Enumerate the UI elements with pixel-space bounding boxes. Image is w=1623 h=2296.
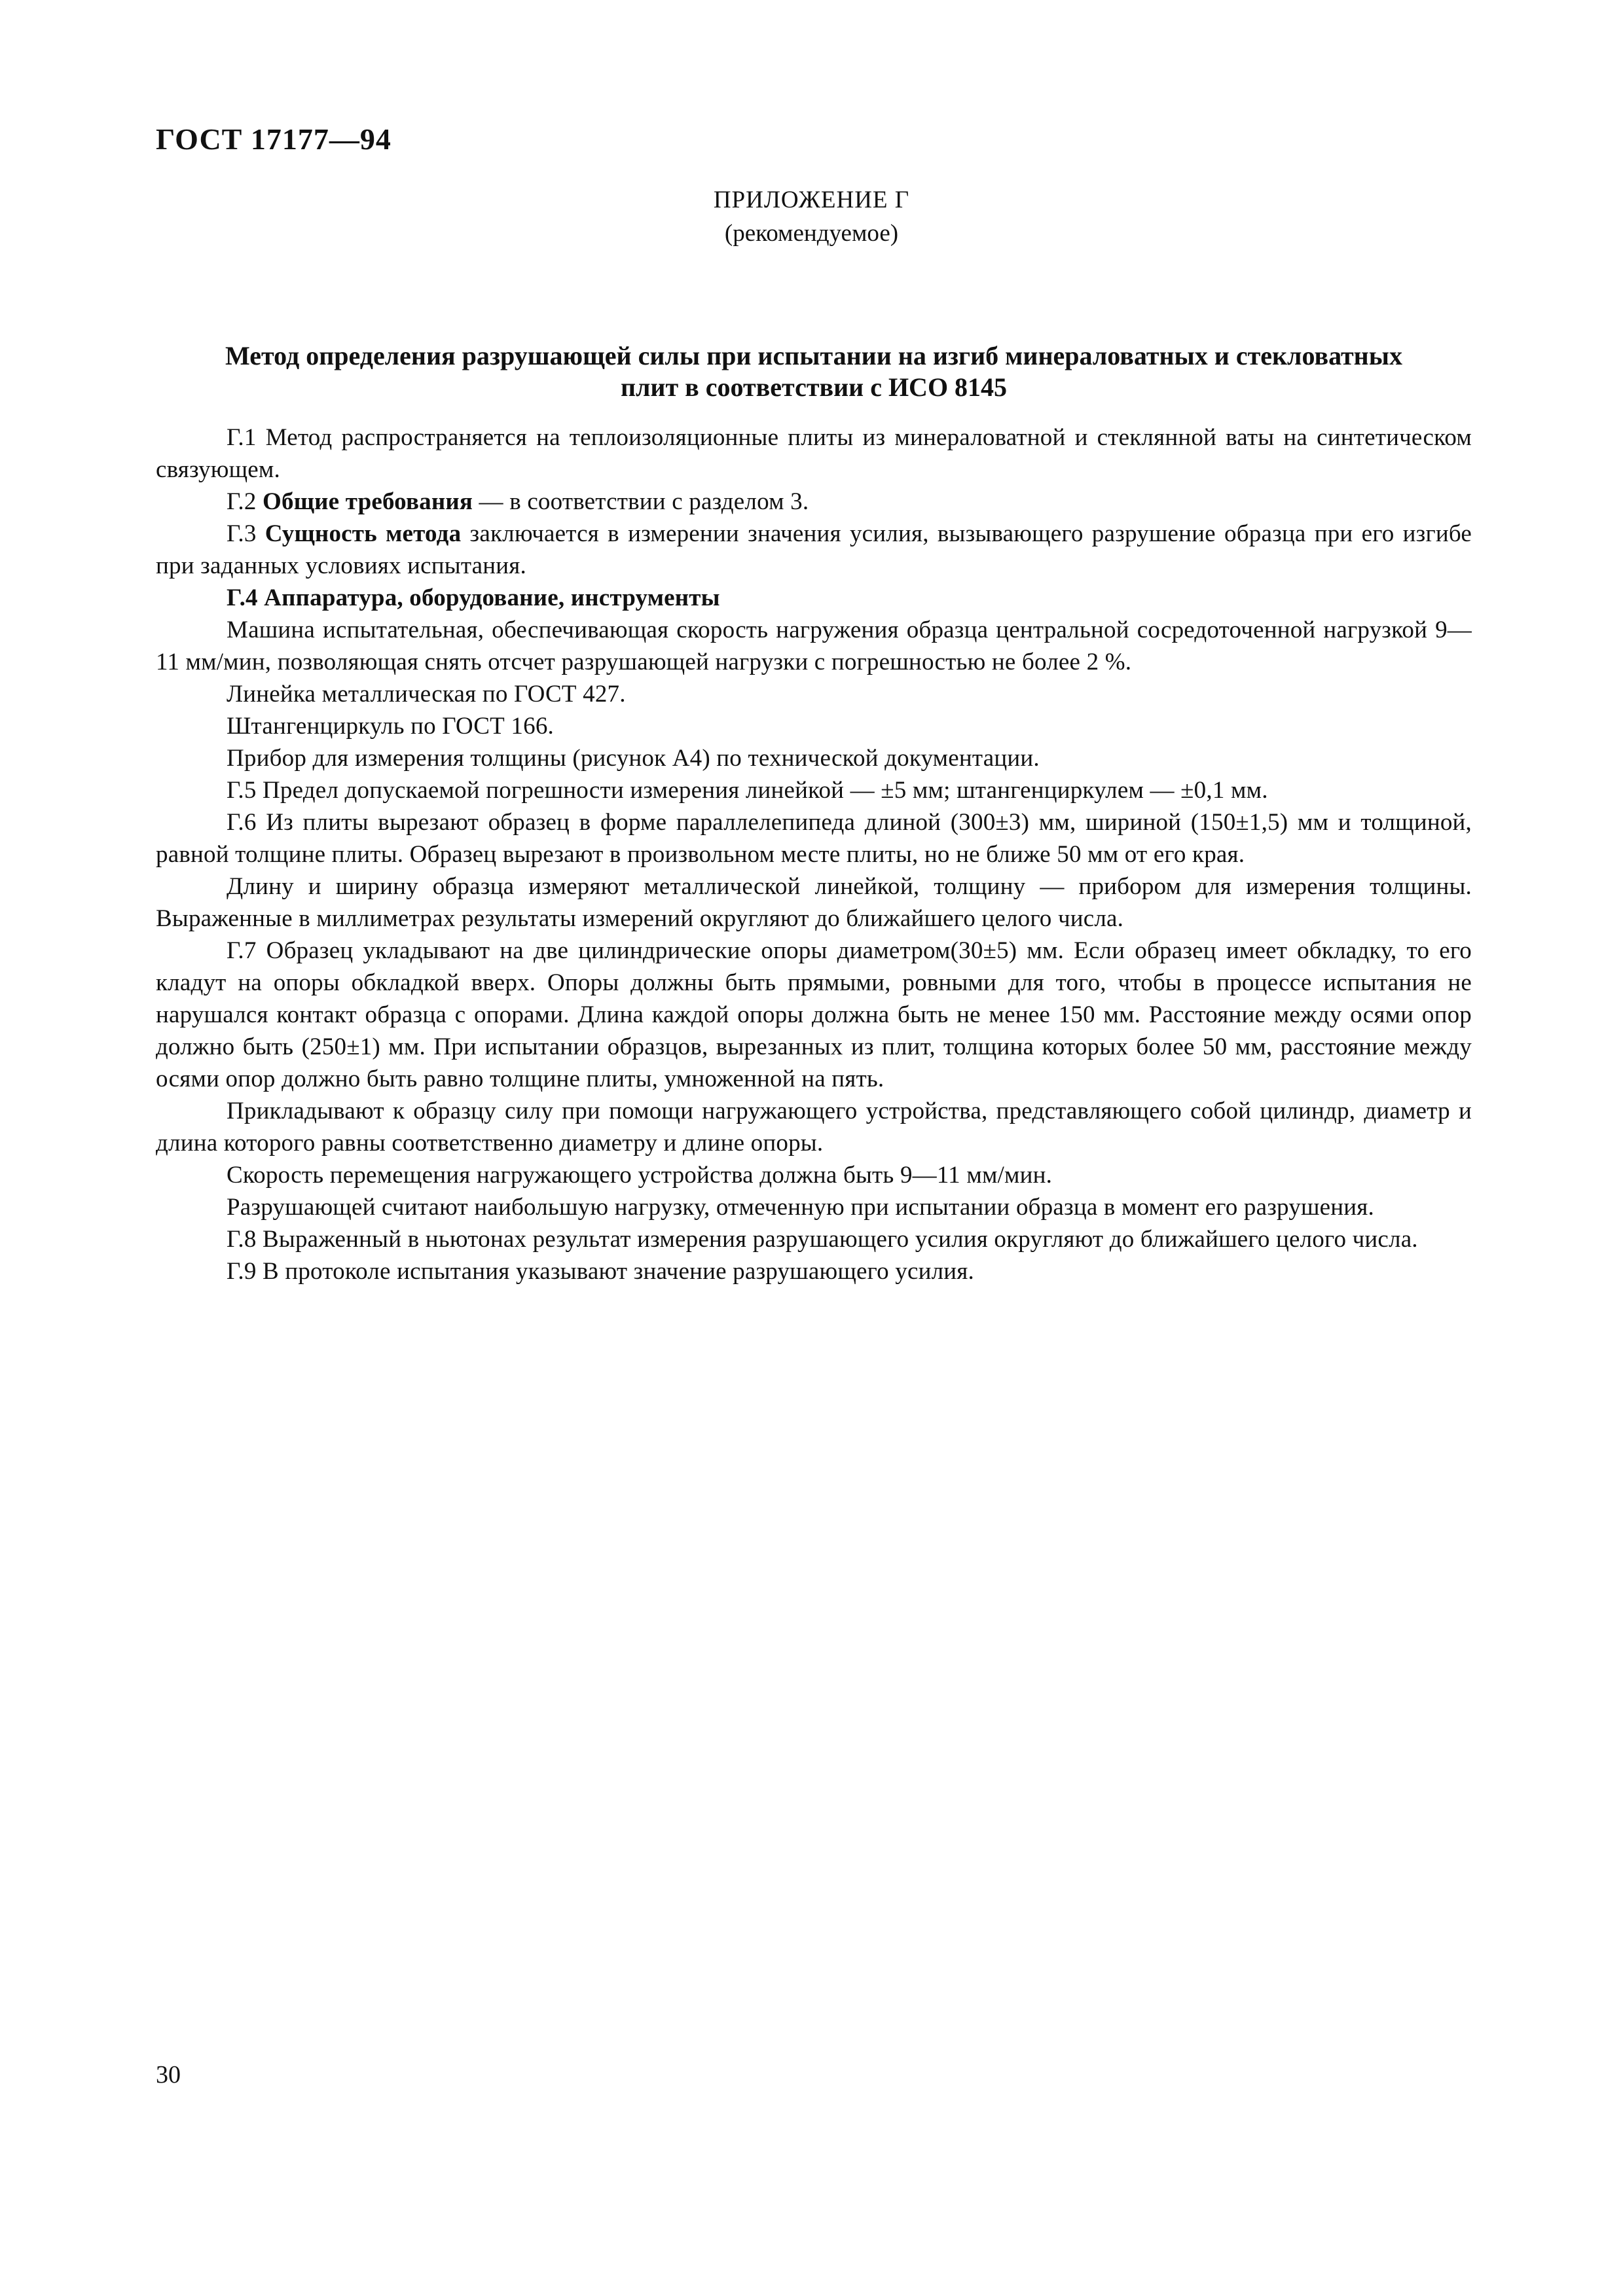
paragraph-measurement: Длину и ширину образца измеряют металлической линейкой, толщину — прибором для измерения толщины. Выраженные в миллиметрах результаты измерений округляют до ближайшего целого числа. [156, 873, 1472, 932]
paragraph-g2-text: — в соответствии с разделом 3. [473, 488, 809, 515]
paragraph-ruler: Линейка металлическая по ГОСТ 427. [227, 681, 626, 708]
paragraph-g2 [156, 486, 1472, 518]
paragraph-g7: Г.7 Образец укладывают на две цилиндрические опоры диаметром(30±5) мм. Если образец имеет обкладку, то его кладут на опоры обкладкой вверх. Опоры должны быть прямыми, ровными для того, чтобы в процессе испытания не нарушался контакт образца с опорами. Длина каждой опоры должна быть не менее 150 мм. Расстояние между осями опор должно быть (250±1) мм. При испытании образцов, вырезанных из плит, толщина которых более 50 мм, расстояние между осями опор должно быть равно толщине плиты, умноженной на пять. [156, 937, 1472, 1092]
paragraph-g3-number: Г.3 [227, 520, 265, 547]
paragraph-g8: Г.8 Выраженный в ньютонах результат измерения разрушающего усилия округляют до ближайшего целого числа. [227, 1226, 1418, 1253]
paragraph-g2-number: Г.2 [227, 488, 263, 515]
paragraph-breaking-load: Разрушающей считают наибольшую нагрузку, отмеченную при испытании образца в момент его разрушения. [227, 1194, 1374, 1221]
paragraph-g3 [156, 518, 1472, 582]
paragraph-g4-heading-text: Г.4 Аппаратура, оборудование, инструменты [227, 584, 720, 611]
paragraph-g2-heading: Общие требования [263, 488, 473, 515]
method-title-line-2: плит в соответствии с ИСО 8145 [620, 372, 1008, 402]
paragraph-thickness-gauge: Прибор для измерения толщины (рисунок А4) по технической документации. [227, 745, 1040, 772]
document-number: ГОСТ 17177—94 [156, 122, 392, 156]
paragraph-testing-machine: Машина испытательная, обеспечивающая скорость нагружения образца центральной сосредоточенной нагрузкой 9—11 мм/мин, позволяющая снять отсчет разрушающей нагрузки с погрешностью не более 2 %. [156, 617, 1472, 675]
appendix-title: ПРИЛОЖЕНИЕ Г [713, 187, 910, 213]
paragraph-caliper: Штангенциркуль по ГОСТ 166. [227, 713, 554, 740]
paragraph-g3-text: заключается в измерении значения усилия, вызывающего разрушение образца при его изгибе при заданных условиях испытания. [156, 520, 1472, 579]
method-title [156, 340, 1472, 403]
paragraph-g5: Г.5 Предел допускаемой погрешности измерения линейкой — ±5 мм; штангенциркулем — ±0,1 мм. [227, 777, 1268, 804]
paragraph-load-application: Прикладывают к образцу силу при помощи нагружающего устройства, представляющего собой цилиндр, диаметр и длина которого равны соответственно диаметру и длине опоры. [156, 1098, 1472, 1157]
paragraph-g1: Г.1 Метод распространяется на теплоизоляционные плиты из минераловатной и стеклянной ваты на синтетическом связующем. [156, 424, 1472, 483]
paragraph-g4-heading [156, 582, 1472, 614]
page-number: 30 [156, 2061, 181, 2089]
paragraph-g6: Г.6 Из плиты вырезают образец в форме параллелепипеда длиной (300±3) мм, шириной (150±1,5) мм и толщиной, равной толщине плиты. Образец вырезают в произвольном месте плиты, но не ближе 50 мм от его края. [156, 809, 1472, 868]
method-title-line-1: Метод определения разрушающей силы при испытании на изгиб минераловатных и стекловатных [225, 341, 1402, 370]
paragraph-g3-heading: Сущность метода [264, 520, 462, 547]
paragraph-load-speed: Скорость перемещения нагружающего устройства должна быть 9—11 мм/мин. [227, 1162, 1053, 1189]
body-text [156, 422, 1472, 1287]
paragraph-g9: Г.9 В протоколе испытания указывают значение разрушающего усилия. [227, 1258, 974, 1285]
appendix-subtitle: (рекомендуемое) [724, 220, 899, 247]
